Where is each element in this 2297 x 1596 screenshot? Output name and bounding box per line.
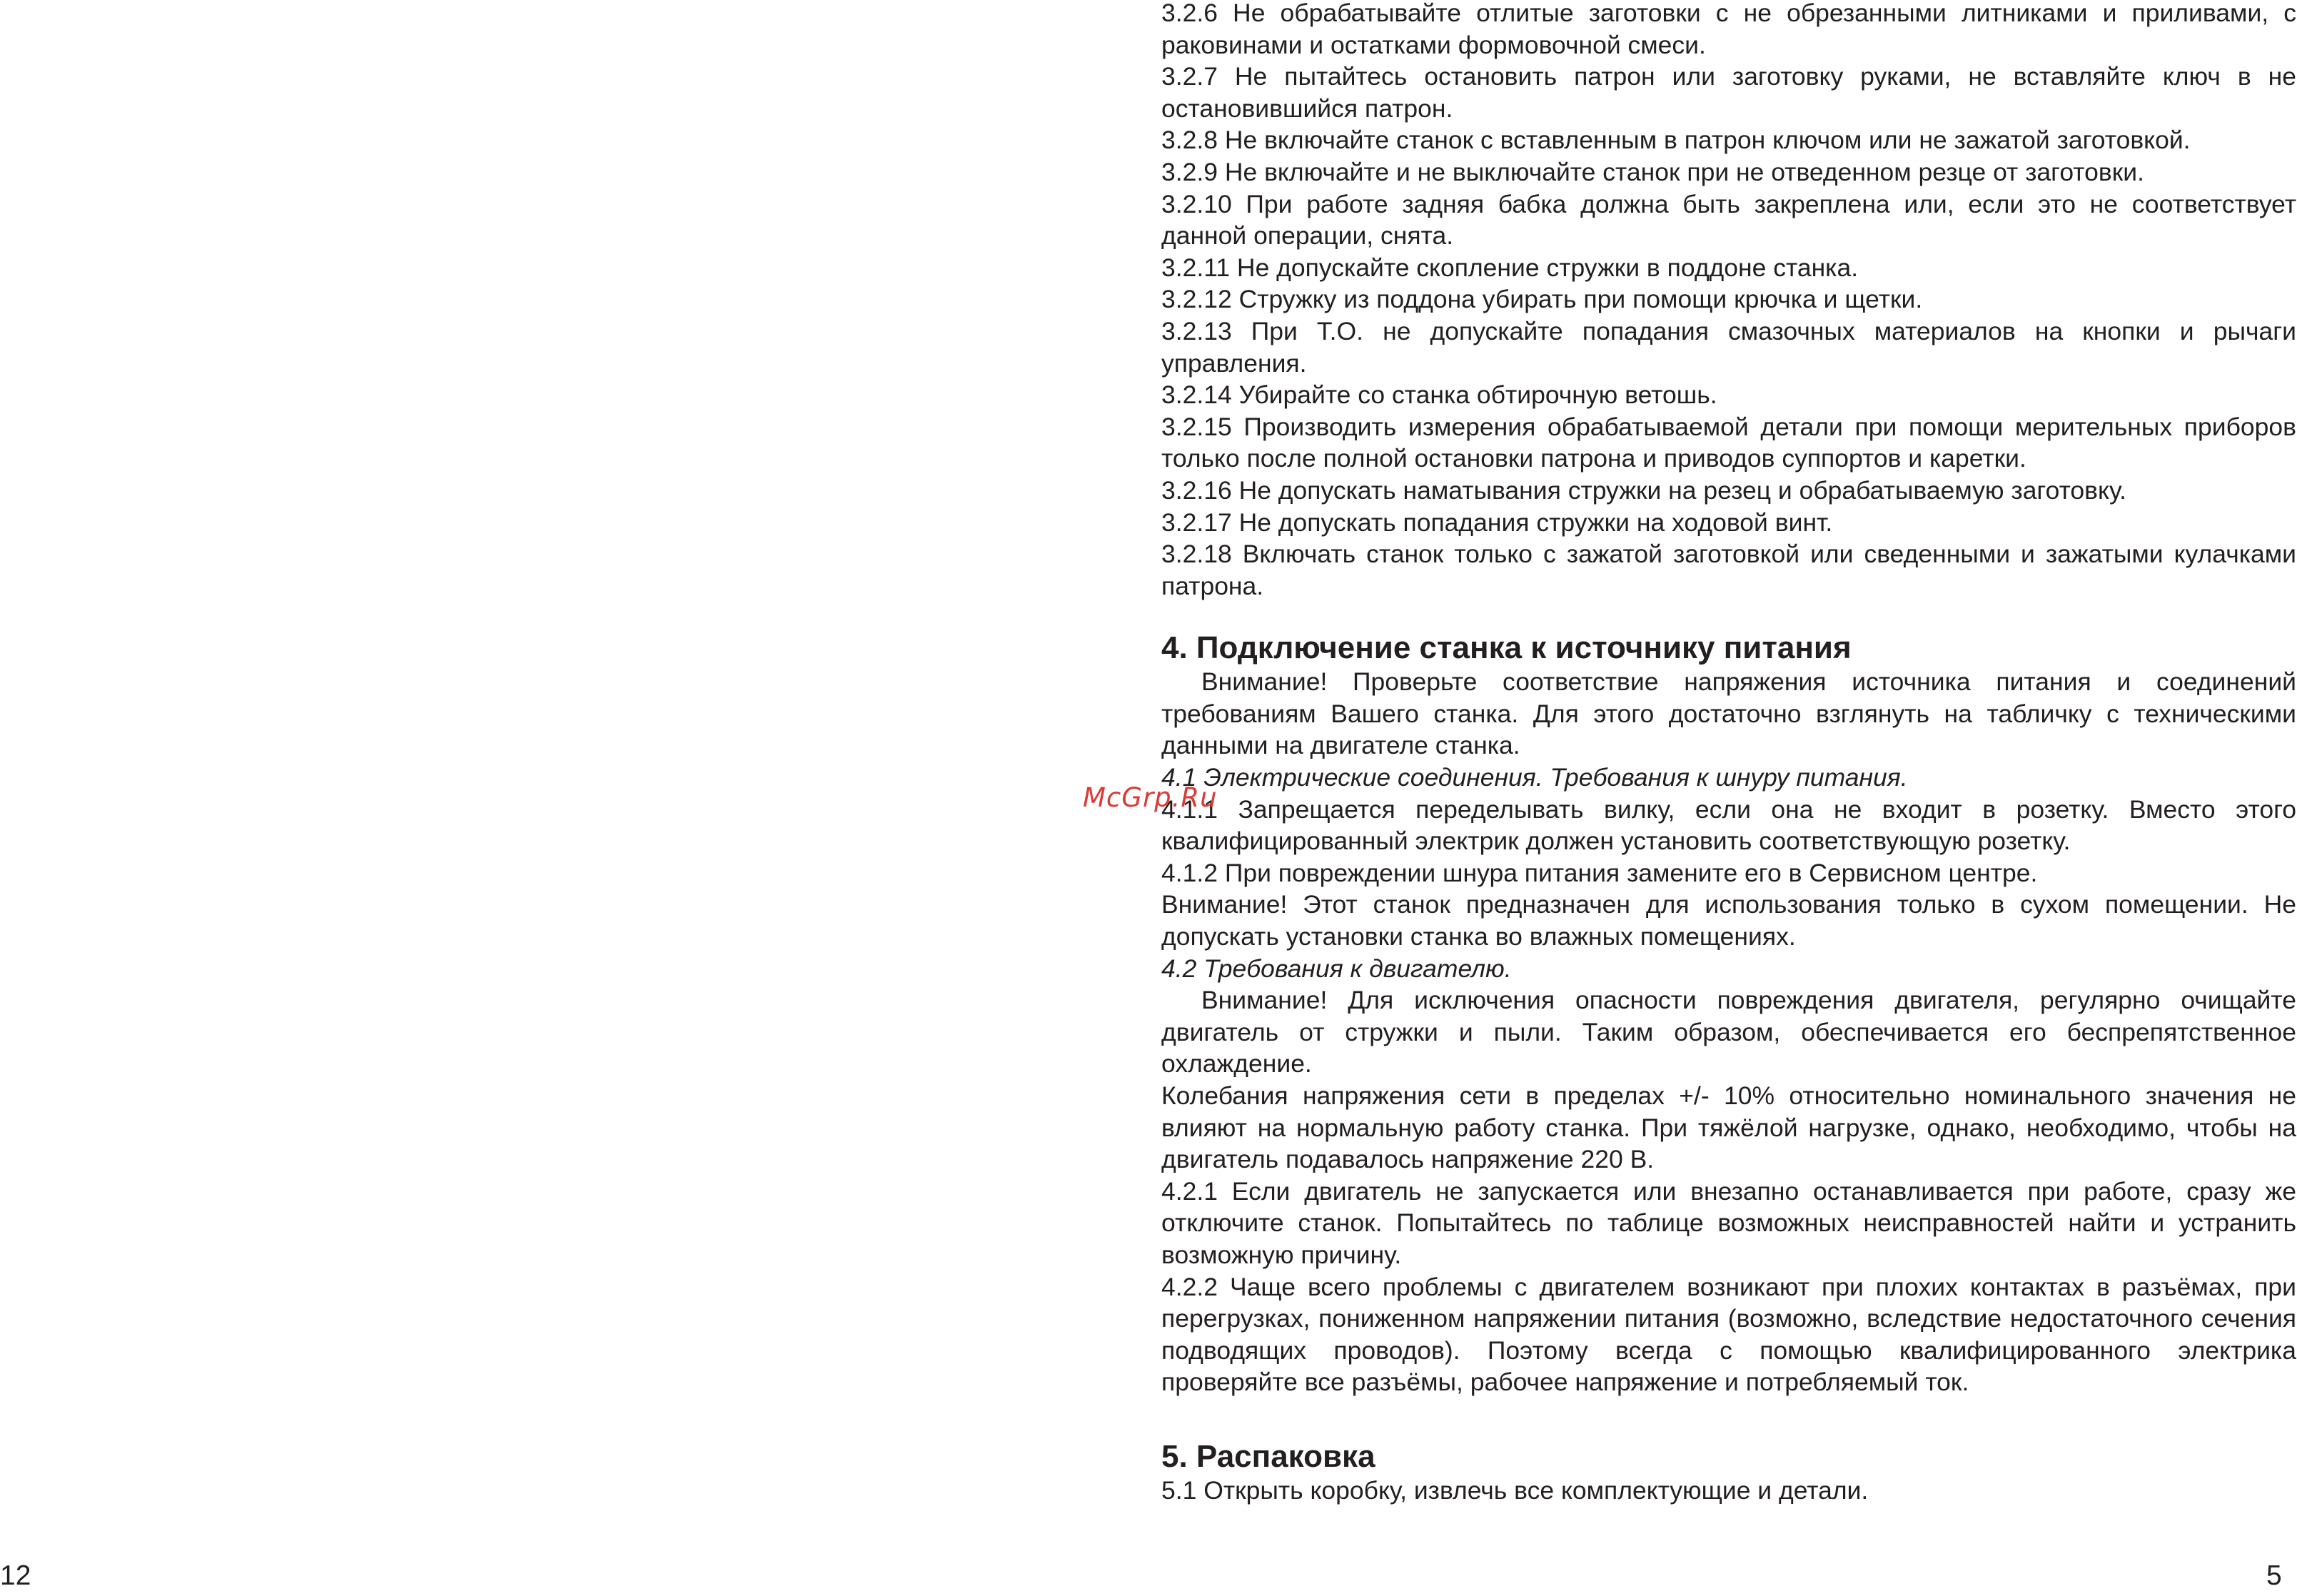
- watermark: McGrp.Ru: [1083, 782, 1218, 813]
- paragraph-4-2-2: 4.2.2 Чаще всего проблемы с двигателем возникают при плохих контактах в разъёмах, при перегрузках, пониженном напряжении питания (возможно, вследствие недостаточного сечения подводящих проводов). Поэтому всегда с помощью квалифицированного электрика проверяйте все разъёмы, рабочее напряжение и потребляемый ток.: [1161, 1272, 2296, 1397]
- section-4-intro: Внимание! Проверьте соответствие напряжения источника питания и соединений требованиям Вашего станка. Для этого достаточно взглянуть на табличку с техническими данными на двигателе станка.: [1161, 667, 2296, 760]
- paragraph-3-2-14: 3.2.14 Убирайте со станка обтирочную ветошь.: [1161, 380, 1717, 410]
- paragraph-3-2-12: 3.2.12 Стружку из поддона убирать при помощи крючка и щетки.: [1161, 285, 1923, 314]
- paragraph-3-2-17: 3.2.17 Не допускать попадания стружки на ходовой винт.: [1161, 507, 1833, 537]
- section-spacer: [1161, 602, 2296, 630]
- subsection-4-2-title: 4.2 Требования к двигателю.: [1161, 954, 1512, 983]
- paragraph-3-2-9: 3.2.9 Не включайте и не выключайте станок при не отведенном резце от заготовки.: [1161, 157, 2144, 186]
- paragraph-3-2-13: 3.2.13 При Т.О. не допускайте попадания смазочных материалов на кнопки и рычаги управления.: [1161, 316, 2296, 378]
- paragraph-3-2-8: 3.2.8 Не включайте станок с вставленным в патрон ключом или не зажатой заготовкой.: [1161, 126, 2191, 155]
- paragraph-3-2-18: 3.2.18 Включать станок только с зажатой заготовкой или сведенными и зажатыми кулачками патрона.: [1161, 540, 2296, 600]
- dry-room-warning: Внимание! Этот станок предназначен для использования только в сухом помещении. Не допускать установки станка во влажных помещениях.: [1161, 890, 2296, 951]
- left-page-number: 12: [0, 1560, 31, 1591]
- subsection-4-1-title: 4.1 Электрические соединения. Требования к шнуру питания.: [1161, 763, 1908, 792]
- paragraph-3-2-16: 3.2.16 Не допускать наматывания стружки на резец и обрабатываемую заготовку.: [1161, 475, 2127, 505]
- right-page-number: 5: [2266, 1560, 2282, 1591]
- paragraph-5-1: 5.1 Открыть коробку, извлечь все комплектующие и детали.: [1161, 1475, 1869, 1505]
- paragraph-4-1-1: 4.1.1 Запрещается переделывать вилку, если она не входит в розетку. Вместо этого квалифицированный электрик должен установить соответствующую розетку.: [1161, 794, 2296, 856]
- paragraph-3-2-11: 3.2.11 Не допускайте скопление стружки в поддоне станка.: [1161, 253, 1859, 282]
- voltage-tolerance-paragraph: Колебания напряжения сети в пределах +/- 10% относительно номинального значения не влияют на нормальную работу станка. При тяжёлой нагрузке, однако, необходимо, чтобы на двигатель подавалось напряжение 220 В.: [1161, 1081, 2296, 1174]
- paragraph-4-2-1: 4.2.1 Если двигатель не запускается или внезапно останавливается при работе, сразу же отключите станок. Попытайтесь по таблице возможных неисправностей найти и устранить возможную причину.: [1161, 1176, 2296, 1269]
- right-page-text-column: [1161, 0, 2296, 1507]
- paragraph-3-2-15: 3.2.15 Производить измерения обрабатываемой детали при помощи мерительных приборов только после полной остановки патрона и приводов суппортов и каретки.: [1161, 412, 2296, 473]
- paragraph-3-2-6: 3.2.6 Не обрабатывайте отлитые заготовки с не обрезанными литниками и приливами, с раковинами и остатками формовочной смеси.: [1161, 0, 2296, 59]
- paragraph-3-2-7: 3.2.7 Не пытайтесь остановить патрон или заготовку руками, не вставляйте ключ в не остановившийся патрон.: [1161, 62, 2296, 123]
- section-4-heading: 4. Подключение станка к источнику питания: [1161, 630, 1852, 666]
- motor-cleaning-warning: Внимание! Для исключения опасности повреждения двигателя, регулярно очищайте двигатель от стружки и пыли. Таким образом, обеспечивается его беспрепятственное охлаждение.: [1161, 986, 2296, 1079]
- section-spacer: [1161, 1398, 2296, 1439]
- paragraph-4-1-2: 4.1.2 При повреждении шнура питания замените его в Сервисном центре.: [1161, 858, 2038, 887]
- section-5-heading: 5. Распаковка: [1161, 1438, 1375, 1474]
- paragraph-3-2-10: 3.2.10 При работе задняя бабка должна быть закреплена или, если это не соответствует данной операции, снята.: [1161, 189, 2296, 251]
